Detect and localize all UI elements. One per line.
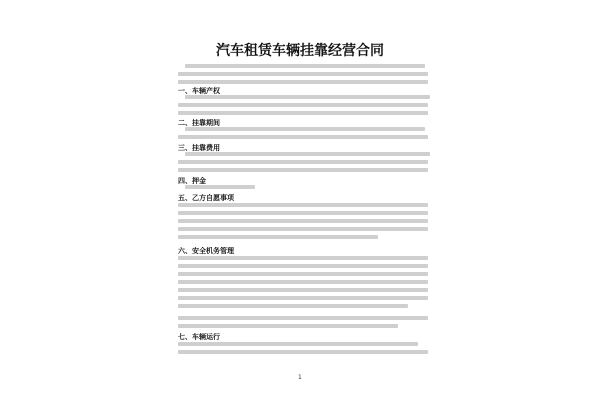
text-line <box>178 80 428 84</box>
text-line <box>178 160 428 164</box>
text-line <box>185 152 430 156</box>
section-heading-4: 四、押金 <box>178 177 206 185</box>
text-line <box>178 304 408 308</box>
text-line <box>178 272 428 276</box>
text-line <box>178 342 418 346</box>
text-line <box>178 211 428 215</box>
text-line <box>178 203 428 207</box>
text-line <box>178 280 428 284</box>
text-line <box>178 264 428 268</box>
page-number: 1 <box>298 374 302 381</box>
text-line <box>178 288 428 292</box>
text-line <box>178 168 428 172</box>
section-heading-3: 三、挂靠费用 <box>178 144 220 152</box>
section-heading-1: 一、车辆产权 <box>178 87 220 95</box>
text-line <box>185 185 255 189</box>
text-line <box>178 324 398 328</box>
document-title: 汽车租赁车辆挂靠经营合同 <box>216 43 384 59</box>
section-heading-2: 二、挂靠期间 <box>178 119 220 127</box>
text-line <box>178 316 428 320</box>
text-line <box>178 227 428 231</box>
section-heading-5: 五、乙方自愿事项 <box>178 194 234 202</box>
text-line <box>185 64 425 68</box>
section-heading-7: 七、车辆运行 <box>178 333 220 341</box>
text-line <box>178 111 428 115</box>
text-line <box>178 135 428 139</box>
text-line <box>185 95 430 99</box>
text-line <box>178 103 428 107</box>
text-line <box>178 296 428 300</box>
text-line <box>178 235 378 239</box>
text-line <box>178 256 428 260</box>
text-line <box>185 127 425 131</box>
text-line <box>178 350 428 354</box>
text-line <box>178 219 428 223</box>
text-line <box>178 72 428 76</box>
section-heading-6: 六、安全机务管理 <box>178 247 234 255</box>
